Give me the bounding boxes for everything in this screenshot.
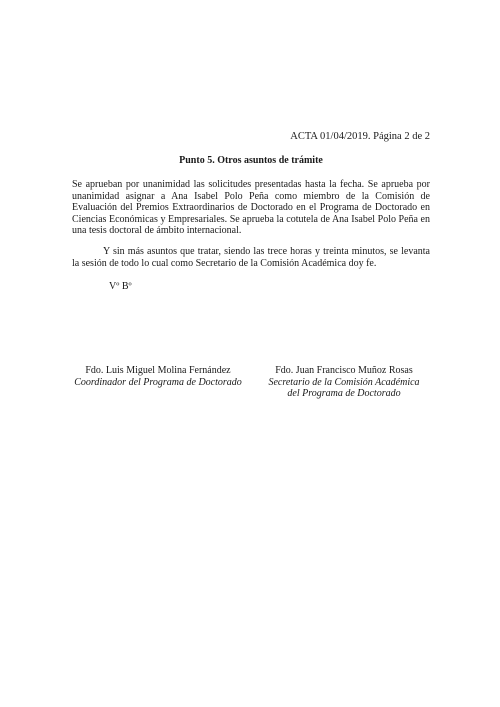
signature-secretary-role-line-1: Secretario de la Comisión Académica (268, 376, 420, 388)
paragraph-resolutions: Se aprueban por unanimidad las solicitudes presentadas hasta la fecha. Se aprueba por unanimidad asignar a Ana Isabel Polo Peña como miembro de la Comisión de Evaluación del Premios Extraordinarios de Doctorado en el Programa de Doctorado en Ciencias Económicas y Empresariales. Se aprueba la cotutela de Ana Isabel Polo Peña en una tesis doctoral de ámbito internacional. (72, 179, 430, 237)
signature-secretary (258, 365, 430, 400)
page-header: ACTA 01/04/2019. Página 2 de 2 (290, 131, 430, 142)
signature-coordinator-name: Fdo. Luis Miguel Molina Fernández (85, 365, 231, 376)
section-title: Punto 5. Otros asuntos de trámite (179, 155, 323, 166)
paragraph-closing: Y sin más asuntos que tratar, siendo las trece horas y treinta minutos, se levanta la sesión de todo lo cual como Secretario de la Comisión Académica doy fe. (72, 246, 430, 269)
signature-coordinator (68, 365, 248, 388)
signature-secretary-name: Fdo. Juan Francisco Muñoz Rosas (275, 365, 413, 376)
signature-secretary-role-line-2: del Programa de Doctorado (287, 388, 401, 400)
approval-mark: Vº Bº (109, 281, 132, 292)
signature-coordinator-role: Coordinador del Programa de Doctorado (74, 376, 242, 388)
